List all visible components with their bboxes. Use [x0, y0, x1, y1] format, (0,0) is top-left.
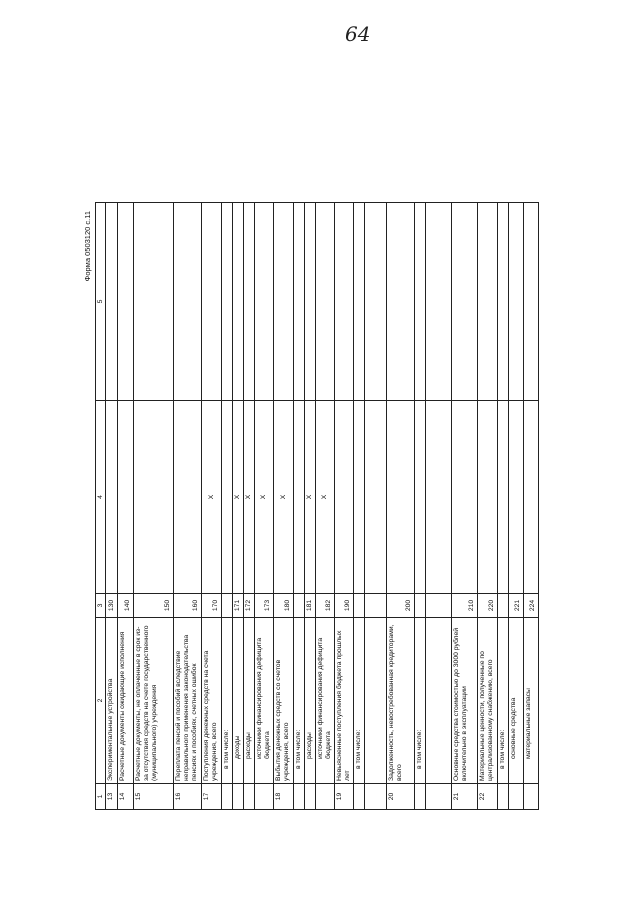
rotated-form-container [83, 203, 614, 810]
table-body [96, 203, 539, 810]
row-number-cell [255, 784, 274, 810]
column-4-cell [509, 401, 524, 594]
row-code-cell [426, 594, 452, 618]
column-4-cell [134, 401, 174, 594]
column-4-cell [426, 401, 452, 594]
row-name-cell: расходы [305, 618, 316, 784]
row-code-cell [365, 594, 387, 618]
table-row [244, 203, 255, 810]
row-code-cell [294, 594, 305, 618]
row-code-cell: 140 [118, 594, 134, 618]
row-code-cell: 182 [316, 594, 335, 618]
row-name-cell: Задолженность, невостребованная кредиторами, всего [387, 618, 415, 784]
column-4-cell [478, 401, 498, 594]
column-5-cell [415, 203, 426, 401]
row-number-cell [244, 784, 255, 810]
table-row [426, 203, 452, 810]
column-header: 1 [96, 784, 106, 810]
column-4-cell [524, 401, 539, 594]
row-number-cell: 22 [478, 784, 498, 810]
column-5-cell [174, 203, 202, 401]
row-name-cell: в том числе: [222, 618, 233, 784]
column-header: 2 [96, 618, 106, 784]
table-row [305, 203, 316, 810]
row-code-cell: 200 [387, 594, 415, 618]
row-code-cell [498, 594, 509, 618]
row-name-cell: доходы [233, 618, 244, 784]
row-number-cell: 16 [174, 784, 202, 810]
row-code-cell: 224 [524, 594, 539, 618]
row-number-cell: 18 [274, 784, 294, 810]
row-code-cell: 130 [106, 594, 118, 618]
column-5-cell [106, 203, 118, 401]
row-code-cell: 160 [174, 594, 202, 618]
column-header: 4 [96, 401, 106, 594]
row-name-cell: расходы [244, 618, 255, 784]
column-5-cell [452, 203, 478, 401]
table-row [478, 203, 498, 810]
column-4-cell [498, 401, 509, 594]
row-code-cell: 220 [478, 594, 498, 618]
column-4-cell [354, 401, 365, 594]
column-5-cell [255, 203, 274, 401]
column-5-cell [202, 203, 222, 401]
table-row [354, 203, 365, 810]
column-4-cell [106, 401, 118, 594]
row-name-cell: материальные запасы [524, 618, 539, 784]
table-row [335, 203, 354, 810]
row-name-cell: в том числе: [498, 618, 509, 784]
column-5-cell [305, 203, 316, 401]
column-5-cell [118, 203, 134, 401]
row-number-cell: 15 [134, 784, 174, 810]
column-4-cell [294, 401, 305, 594]
row-code-cell: 190 [335, 594, 354, 618]
row-number-cell: 20 [387, 784, 415, 810]
row-name-cell: Экспериментальные устройства [106, 618, 118, 784]
table-row [294, 203, 305, 810]
row-number-cell [509, 784, 524, 810]
row-name-cell: Материальные ценности, полученные по централизованному снабжению, всего [478, 618, 498, 784]
table-row [387, 203, 415, 810]
column-4-cell [174, 401, 202, 594]
table-row [524, 203, 539, 810]
column-4-cell [452, 401, 478, 594]
row-name-cell: в том числе: [415, 618, 426, 784]
table-row [118, 203, 134, 810]
row-code-cell: 221 [509, 594, 524, 618]
row-code-cell: 171 [233, 594, 244, 618]
row-name-cell: Поступления денежных средств на счета учреждения, всего [202, 618, 222, 784]
column-5-cell [222, 203, 233, 401]
column-4-cell [118, 401, 134, 594]
column-4-cell [365, 401, 387, 594]
table-row [316, 203, 335, 810]
row-number-cell [524, 784, 539, 810]
row-code-cell: 150 [134, 594, 174, 618]
row-number-cell [233, 784, 244, 810]
row-number-cell [222, 784, 233, 810]
row-number-cell [316, 784, 335, 810]
table-row [255, 203, 274, 810]
row-number-cell: 19 [335, 784, 354, 810]
column-5-cell [316, 203, 335, 401]
column-4-cell [222, 401, 233, 594]
row-name-cell: в том числе: [294, 618, 305, 784]
column-4-cell: X [274, 401, 294, 594]
column-4-cell [335, 401, 354, 594]
table-row [415, 203, 426, 810]
column-4-cell: X [305, 401, 316, 594]
row-name-cell: в том числе: [354, 618, 365, 784]
row-number-cell [305, 784, 316, 810]
row-name-cell: источники финансирования дефицита бюджета [255, 618, 274, 784]
column-5-cell [244, 203, 255, 401]
row-code-cell [415, 594, 426, 618]
column-header: 5 [96, 203, 106, 401]
row-number-cell [426, 784, 452, 810]
table-row [222, 203, 233, 810]
form-content [83, 203, 614, 810]
row-number-cell: 14 [118, 784, 134, 810]
row-name-cell: Невыясненные поступления бюджета прошлых лет [335, 618, 354, 784]
row-code-cell: 210 [452, 594, 478, 618]
row-number-cell [365, 784, 387, 810]
column-5-cell [509, 203, 524, 401]
row-name-cell: Выбытия денежных средств со счетов учреждения, всего [274, 618, 294, 784]
column-4-cell [415, 401, 426, 594]
column-5-cell [498, 203, 509, 401]
row-code-cell: 180 [274, 594, 294, 618]
table-row [365, 203, 387, 810]
row-number-cell [354, 784, 365, 810]
column-5-cell [335, 203, 354, 401]
column-5-cell [134, 203, 174, 401]
column-4-cell: X [233, 401, 244, 594]
row-code-cell [354, 594, 365, 618]
row-name-cell: Основные средства стоимостью до 3000 рублей включительно в эксплуатации [452, 618, 478, 784]
table-row [452, 203, 478, 810]
row-name-cell: основные средства [509, 618, 524, 784]
column-5-cell [274, 203, 294, 401]
column-5-cell [426, 203, 452, 401]
row-code-cell: 181 [305, 594, 316, 618]
row-name-cell: Расчетные документы ожидающие исполнения [118, 618, 134, 784]
row-number-cell: 21 [452, 784, 478, 810]
table-row [106, 203, 118, 810]
table-row [134, 203, 174, 810]
table-row [202, 203, 222, 810]
table-row [233, 203, 244, 810]
column-4-cell: X [244, 401, 255, 594]
column-4-cell: X [255, 401, 274, 594]
column-5-cell [387, 203, 415, 401]
row-name-cell: Расчетные документы, не оплаченные в срок из-за отсутствия средств на счете государственного (муниципального) учреждения [134, 618, 174, 784]
row-number-cell [415, 784, 426, 810]
column-header-row [96, 203, 106, 810]
row-number-cell [498, 784, 509, 810]
column-5-cell [233, 203, 244, 401]
column-5-cell [478, 203, 498, 401]
column-5-cell [524, 203, 539, 401]
row-code-cell: 172 [244, 594, 255, 618]
row-name-cell [365, 618, 387, 784]
column-header: 3 [96, 594, 106, 618]
page-number: 64 [345, 22, 371, 46]
column-4-cell [387, 401, 415, 594]
row-code-cell: 170 [202, 594, 222, 618]
column-4-cell: X [202, 401, 222, 594]
form-code-label: Форма 0503120 с.11 [83, 211, 92, 282]
off-balance-accounts-table [95, 202, 539, 810]
column-5-cell [354, 203, 365, 401]
column-5-cell [294, 203, 305, 401]
table-row [274, 203, 294, 810]
row-name-cell: Переплата пенсий и пособий вследствие неправильного применения законодательства пенсиях и пособиях, счетных ошибок [174, 618, 202, 784]
row-number-cell: 17 [202, 784, 222, 810]
table-row [498, 203, 509, 810]
row-name-cell [426, 618, 452, 784]
table-row [509, 203, 524, 810]
table-row [174, 203, 202, 810]
column-5-cell [365, 203, 387, 401]
row-number-cell [294, 784, 305, 810]
column-4-cell: X [316, 401, 335, 594]
row-number-cell: 13 [106, 784, 118, 810]
row-code-cell: 173 [255, 594, 274, 618]
row-code-cell [222, 594, 233, 618]
row-name-cell: источники финансирования дефицита бюджета [316, 618, 335, 784]
